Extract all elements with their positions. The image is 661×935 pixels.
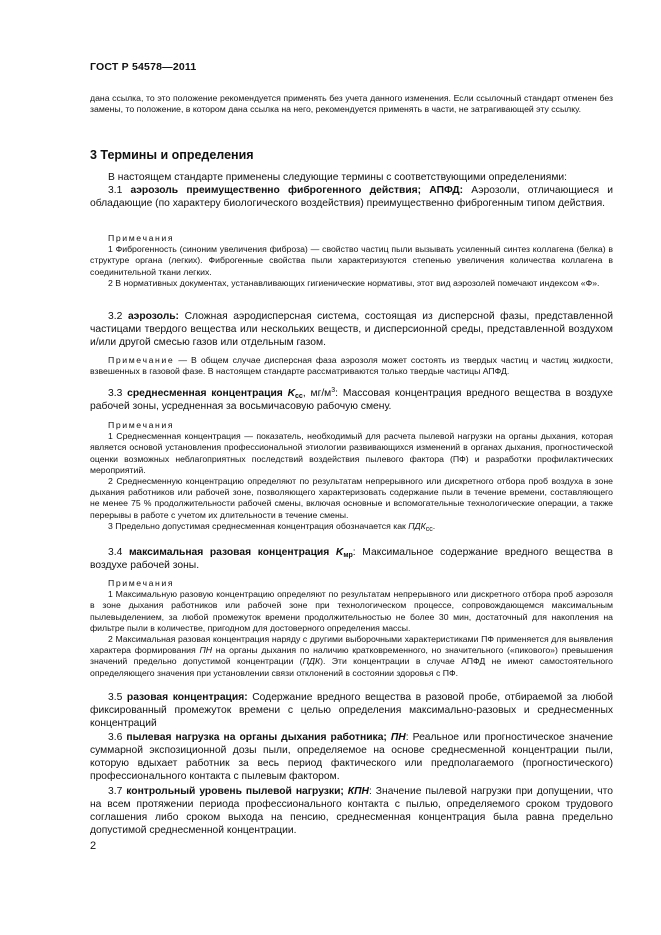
term-symbol-subscript: мр: [343, 552, 353, 559]
term-name: максимальная разовая концентрация: [128, 547, 330, 558]
term-3-1: [90, 184, 613, 210]
intro-paragraph: дана ссылка, то это положение рекомендуется применять без учета данного изменения. Если ссылочный стандарт отменен без замены, то положение, в котором дана ссылка на него, рекомендуется применять в части, не затрагивающей эту ссылку.: [90, 93, 613, 115]
term-definition: : Массовая концентрация вредного вещества в воздухе рабочей зоны, усредненная за восьмичасовую рабочую смену.: [90, 388, 613, 413]
term-definition: Сложная аэродисперсная система, состоящая из дисперсной фазы, представленной частицами твердого вещества или нескольких веществ, и дисперсионной среды, представленной воздухом и/или другой смесью газов или отдельным газом.: [90, 311, 613, 349]
term-number: 3.3: [108, 388, 123, 399]
note-item: 2 Максимальная разовая концентрация наряду с другими выборочными характеристиками ПФ применяется для выявления характера формирования ПН на органы дыхания по наличию кратковременного, но значительного («пикового») превышения значений предельно допустимой концентрации (ПДК). Эти концентрации в случае АПФД не имеют самостоятельного определяющего значения при установлении связи отклонений в состоянии здоровья с ПФ.: [90, 634, 613, 678]
term-name: аэрозоль:: [127, 311, 179, 322]
note-label: Примечание: [108, 355, 175, 365]
term-3-4-notes: [90, 578, 613, 679]
term-3-3-notes: [90, 420, 613, 532]
note-item: 2 В нормативных документах, устанавливающих гигиенические нормативы, этот вид аэрозолей помечают индексом «Ф».: [108, 277, 600, 288]
term-symbol: K: [335, 547, 344, 558]
term-3-3: [90, 387, 613, 413]
term-name: пылевая нагрузка на органы дыхания работника;: [126, 732, 387, 743]
term-abbr: ПН: [390, 732, 406, 743]
term-unit-superscript: 3: [331, 387, 336, 394]
term-number: 3.2: [108, 311, 123, 322]
note-item: 2 Среднесменную концентрацию определяют по результатам непрерывного или дискретного отбора проб воздуха в зоне дыхания работников или рабочей зоне, позволяющего характеризовать содержание пыли в течение времени, составляющего не менее 75 % продолжительности рабочей смены, включая основные и вспомогательные технологические операции, а также перерывы в работе с учетом их длительности в течение смены.: [90, 476, 613, 520]
term-number: 3.6: [108, 732, 123, 743]
term-definition: : Максимальное содержание вредного вещества в воздухе рабочей зоны.: [90, 547, 613, 572]
section-title: 3 Термины и определения: [90, 148, 254, 162]
term-3-2: [90, 310, 613, 349]
term-3-4: [90, 546, 613, 572]
term-definition: Аэрозоли, отличающиеся и обладающие (по характеру биологического воздействия) преимущественно фиброгенным типом действия.: [90, 185, 613, 210]
term-3-5: [90, 691, 613, 730]
term-name: разовая концентрация:: [126, 692, 248, 703]
note-item: 3 Предельно допустимая среднесменная концентрация обозначается как $ПДК_{сс}$.: [108, 520, 436, 533]
term-definition: : Реальное или прогностическое значение суммарной экспозиционной дозы пыли, определяемое на основе среднесменной концентрации пыли, которую вдыхает работник за весь период фактического или предполагаемого (прогностического) профессионального контакта с пылевым фактором.: [90, 732, 613, 783]
note-text: — В общем случае дисперсная фаза аэрозоля может состоять из твердых частиц и частиц жидкости, взвешенных в газовой фазе. В настоящем стандарте рассматриваются только твердые частицы АПФД.: [90, 355, 613, 377]
term-number: 3.4: [108, 547, 123, 558]
term-unit: , мг/м: [302, 388, 332, 399]
notes-label: Примечания: [108, 420, 175, 430]
term-symbol-subscript: сс: [295, 393, 303, 400]
term-definition: : Значение пылевой нагрузки при допущении, что на всем протяжении периода профессионального контакта с пылью, определяемого сроком трудового соглашения либо сроком выхода на пенсию, среднесменная концентрация была равна предельно допустимой среднесменной концентрации.: [90, 786, 613, 837]
term-name: аэрозоль преимущественно фиброгенного действия; АПФД:: [130, 185, 464, 196]
document-header: ГОСТ Р 54578—2011: [90, 61, 197, 73]
term-3-1-notes: [90, 233, 613, 289]
term-3-6: [90, 731, 613, 783]
term-name: среднесменная концентрация: [127, 388, 283, 399]
term-name: контрольный уровень пылевой нагрузки;: [126, 786, 344, 797]
notes-label: Примечания: [108, 233, 175, 243]
term-number: 3.1: [108, 185, 123, 196]
term-number: 3.7: [108, 786, 123, 797]
page-number: 2: [90, 840, 97, 852]
term-symbol: K: [287, 388, 296, 399]
note-item: 1 Фиброгенность (синоним увеличения фиброза) — свойство частиц пыли вызывать усиленный синтез коллагена (белка) в структуре органа (легких). Фиброгенные свойства пыли характеризуются степенью увеличения количества коллагена в соединительной ткани легких.: [90, 244, 613, 277]
term-definition: Содержание вредного вещества в разовой пробе, отбираемой за любой фиксированный промежуток времени с целью определения максимально-разовых и среднесменных концентраций: [90, 692, 613, 730]
term-3-2-note: [90, 355, 613, 377]
term-number: 3.5: [108, 692, 123, 703]
section-lead: В настоящем стандарте применены следующие термины с соответствующими определениями:: [108, 172, 568, 183]
notes-label: Примечания: [108, 578, 175, 588]
note-item: 1 Максимальную разовую концентрацию определяют по результатам непрерывного или дискретного отбора проб аэрозоля в зоне дыхания работников или рабочей зоне при технологическом процессе, сопровождающемся максимальным пылевыделением, за любой промежуток времени продолжительностью не более 30 мин, достаточный для накопления на фильтре пыли в количестве, пригодном для достоверного определения массы.: [90, 589, 613, 633]
term-abbr: КПН: [347, 786, 369, 797]
note-item: 1 Среднесменная концентрация — показатель, необходимый для расчета пылевой нагрузки на органы дыхания, которая является основой установления профессиональной этиологии развивающихся изменений в органах дыхания, прогностической оценки возможных неблагоприятных последствий воздействия пылевого фактора (ПФ) и разработки профилактических мероприятий.: [90, 431, 613, 475]
term-3-7: [90, 785, 613, 837]
